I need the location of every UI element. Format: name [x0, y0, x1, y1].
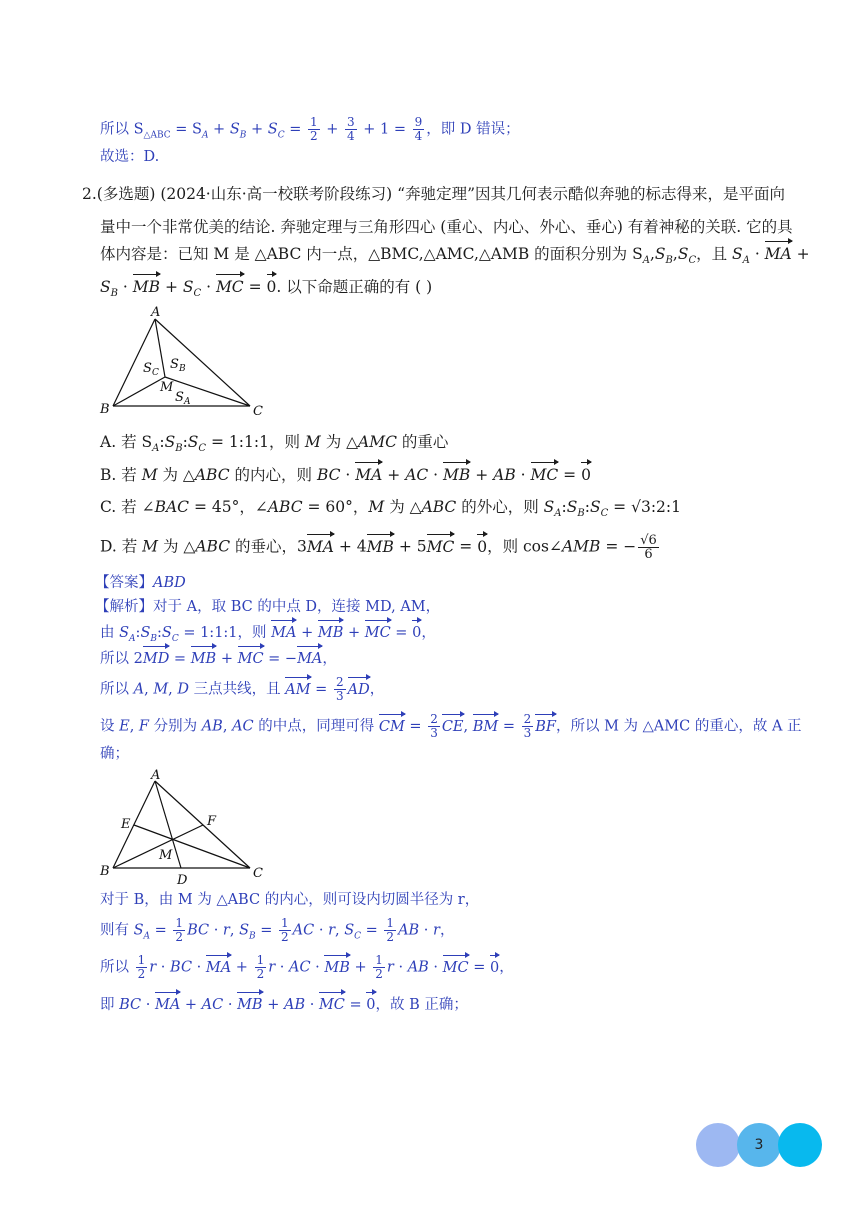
fig2-label-a: A: [151, 768, 161, 783]
fig1-label-sb-sub: B: [179, 364, 186, 374]
question-line-3: 体内容是：已知 M 是 △ABC 内一点，△BMC,△AMC,△AMB 的面积分别为 $S_A,S_B,S_C$，且 $S_A$ · MA +: [100, 245, 810, 267]
page-circle-1: [696, 1123, 740, 1167]
analysis-line-7: 对于 B，由 M 为 △ABC 的内心，则可设内切圆半径为 r，: [100, 892, 480, 908]
analysis-line-10: 即 BC · MA + AC · MB + AB · MC = 0，故 B 正确；: [100, 997, 468, 1013]
fig1-label-sc-sub: C: [152, 368, 159, 378]
analysis-line-8: 则有 $S_A$ = $\frac{1}{2}$ BC · r, $S_B$ = $\frac{1}{2}$ AC · r, $S_C$ = $\frac{1}{2}$ AB · r，: [100, 916, 455, 944]
option-a: A. 若 $S_A:S_B:S_C$ = 1:1:1，则 M 为 △AMC 的重心: [100, 433, 449, 455]
page-number-badge: [696, 1123, 822, 1167]
fig2-label-f: F: [207, 814, 217, 829]
analysis-line-6: 确；: [100, 746, 129, 762]
page-number: 3: [754, 1137, 764, 1153]
answer-line: 【答案】ABD: [95, 575, 186, 591]
fig1-label-sc: S: [143, 361, 152, 376]
fig1-label-a: A: [151, 305, 161, 320]
fig1-label-sa: S: [175, 390, 184, 405]
analysis-line-2: 由 $S_A:S_B:S_C$ = 1:1:1，则 MA + MB + MC = 0，: [100, 625, 436, 644]
triangle-figure-1: [95, 305, 275, 420]
analysis-line-3: 所以 2MD = MB + MC = −MA，: [100, 651, 337, 667]
fig1-label-m: M: [160, 380, 174, 395]
analysis-line-9: 所以 $\frac{1}{2}$ r · BC · MA + $\frac{1}{2}$ r · AC · MB + $\frac{1}{2}$ r · AB · MC = 0，: [100, 953, 514, 981]
option-d: D. 若 M 为 △ABC 的垂心，3MA + 4MB + 5MC = 0，则 cos∠AMB = − $\frac{√6}{6}$: [100, 533, 657, 562]
fig2-label-m: M: [159, 848, 173, 863]
analysis-line-4: 所以 A, M, D 三点共线，且 AM = $\frac{2}{3}$ AD，: [100, 675, 385, 703]
option-b: B. 若 M 为 △ABC 的内心，则 BC · MA + AC · MB + AB · MC = 0: [100, 466, 591, 484]
page-circle-2: [737, 1123, 781, 1167]
fig2-label-b: B: [100, 864, 110, 879]
question-line-1: 2.(多选题) (2024·山东·高一校联考阶段练习) “奔驰定理”因其几何表示酷似奔驰的标志得来，是平面向: [82, 185, 785, 203]
fig2-label-e: E: [121, 817, 131, 832]
triangle-figure-2: [95, 765, 275, 890]
fig1-label-sa-sub: A: [184, 397, 191, 407]
fig2-label-d: D: [177, 873, 188, 888]
top-line-1: 所以 $S_{\triangle ABC} = S_A + S_B + S_C$ = $\frac{1}{2}$ + $\frac{3}{4}$ + 1 = $\frac{9}{4}$ ，即 D 错误；: [100, 115, 520, 143]
fig2-label-c: C: [253, 866, 263, 881]
page-circle-3: [778, 1123, 822, 1167]
option-c: C. 若 ∠BAC = 45°，∠ABC = 60°，M 为 △ABC 的外心，则 $S_A:S_B:S_C$ = √3:2:1: [100, 498, 681, 520]
fig1-label-b: B: [100, 402, 110, 417]
question-line-2: 量中一个非常优美的结论. 奔驰定理与三角形四心 (重心、内心、外心、垂心) 有着神秘的关联. 它的具: [100, 218, 793, 236]
analysis-line-1: 【解析】对于 A，取 BC 的中点 D，连接 MD, AM，: [95, 599, 441, 615]
top-line-2: 故选：D.: [100, 149, 160, 165]
fig1-label-c: C: [253, 404, 263, 419]
question-line-4: $S_B$ · MB + $S_C$ · MC = 0. 以下命题正确的有 ( ): [100, 278, 433, 300]
fig1-label-sb: S: [170, 357, 179, 372]
analysis-line-5: 设 E, F 分别为 AB, AC 的中点，同理可得 CM = $\frac{2}{3}$ CE, BM = $\frac{2}{3}$ BF，所以 M 为 △AMC 的重心，故 A 正: [100, 712, 802, 740]
